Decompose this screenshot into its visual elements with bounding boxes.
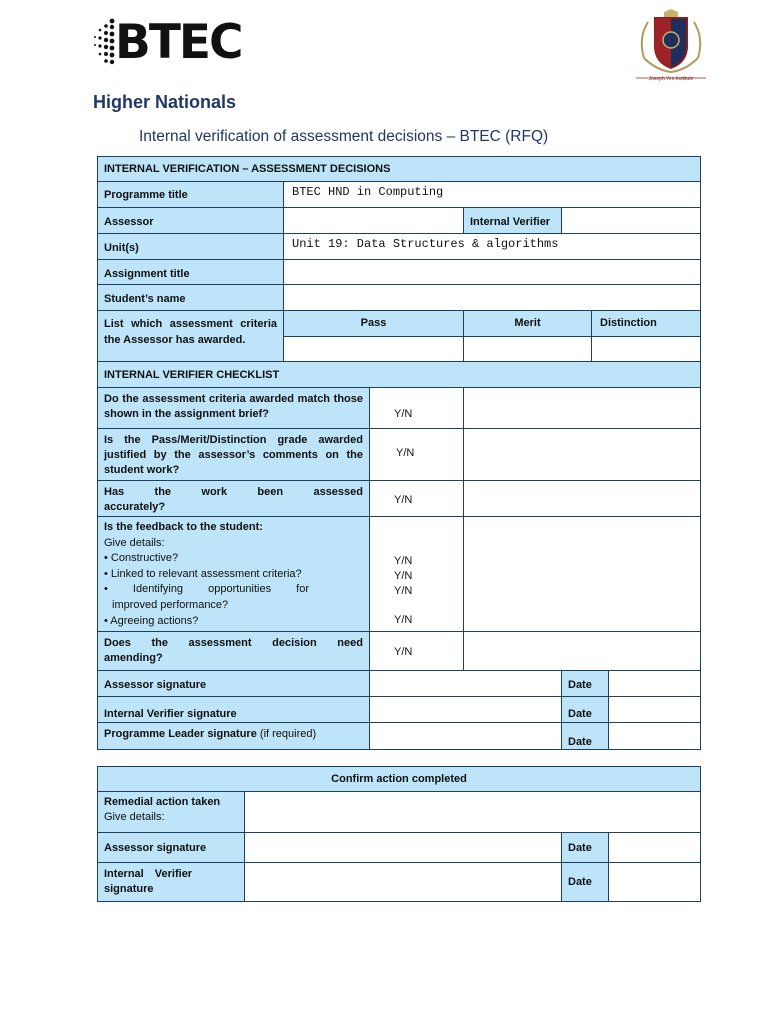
- programme-title-value[interactable]: BTEC HND in Computing: [283, 181, 701, 208]
- internal-verifier-label: Internal Verifier: [463, 207, 562, 234]
- remedial-label: [97, 791, 245, 833]
- checklist-q4: [97, 516, 370, 632]
- confirm-iv-label: [97, 862, 245, 902]
- student-name-field[interactable]: [283, 284, 701, 311]
- q4-bullet-linked: • Linked to relevant assessment criteria?: [104, 567, 302, 580]
- q2-yn-cell[interactable]: [369, 428, 464, 481]
- merit-header: Merit: [463, 310, 592, 337]
- assessor-signature-field[interactable]: [369, 670, 562, 697]
- pass-header: Pass: [283, 310, 464, 337]
- assessor-date-label: Date: [561, 670, 609, 697]
- pl-date-label: Date: [561, 722, 609, 750]
- assessor-date-field[interactable]: [608, 670, 701, 697]
- confirm-assessor-label: Assessor signature: [97, 832, 245, 863]
- criteria-label: List which assessment criteria the Assessor has awarded.: [97, 310, 284, 362]
- checklist-q3: Has the work been assessed accurately?: [97, 480, 370, 517]
- q5-yn-cell[interactable]: [369, 631, 464, 671]
- iv-date-field[interactable]: [608, 696, 701, 723]
- q4-yn-identifying: Y/N: [394, 585, 413, 597]
- confirm-iv-date-label: Date: [561, 862, 609, 902]
- q4-yn-agreeing: Y/N: [394, 614, 413, 626]
- internal-verifier-field[interactable]: [561, 207, 701, 234]
- units-label: Unit(s): [97, 233, 284, 260]
- q4-give-details: Give details:: [104, 536, 165, 549]
- assessor-label: Assessor: [97, 207, 284, 234]
- checklist-q5: Does the assessment decision need amending?: [97, 631, 370, 671]
- q3-yn: Y/N: [394, 494, 413, 506]
- merit-criteria-field[interactable]: [463, 336, 592, 362]
- iv-signature-label: Internal Verifier signature: [97, 696, 370, 723]
- checklist-q2: Is the Pass/Merit/Distinction grade awarded justified by the assessor’s comments on the student work?: [97, 428, 370, 481]
- iv-signature-field[interactable]: [369, 696, 562, 723]
- pl-signature-field[interactable]: [369, 722, 562, 750]
- q2-yn: Y/N: [396, 447, 415, 459]
- pl-date-field[interactable]: [608, 722, 701, 750]
- assignment-title-label: Assignment title: [97, 259, 284, 285]
- distinction-header: Distinction: [591, 310, 701, 337]
- assessor-field[interactable]: [283, 207, 464, 234]
- remedial-field[interactable]: [244, 791, 701, 833]
- q5-comment-field[interactable]: [463, 631, 701, 671]
- confirm-assessor-date-field[interactable]: [608, 832, 701, 863]
- page-title: Higher Nationals: [93, 92, 237, 112]
- remedial-give-details: Give details:: [104, 811, 165, 823]
- distinction-criteria-field[interactable]: [591, 336, 701, 362]
- confirm-iv-line1: Internal Verifier: [104, 868, 193, 880]
- checklist-q1: Do the assessment criteria awarded match those shown in the assignment brief?: [97, 387, 370, 429]
- q4-bullet-identifying: • Identifying opportunities for: [104, 583, 309, 596]
- confirm-iv-date-field[interactable]: [608, 862, 701, 902]
- q1-yn: Y/N: [394, 408, 413, 420]
- pl-signature-note: (if required): [259, 728, 317, 740]
- assignment-title-field[interactable]: [283, 259, 701, 285]
- confirm-assessor-field[interactable]: [244, 832, 562, 863]
- q4-yn-cell[interactable]: [369, 516, 464, 632]
- pass-criteria-field[interactable]: [283, 336, 464, 362]
- q1-yn-cell[interactable]: [369, 387, 464, 429]
- form-subtitle: Internal verification of assessment decisions – BTEC (RFQ): [139, 128, 549, 145]
- q4-yn-linked: Y/N: [394, 570, 413, 582]
- remedial-title: Remedial action taken: [104, 796, 221, 808]
- q1-comment-field[interactable]: [463, 387, 701, 429]
- pl-signature-text: Programme Leader signature: [104, 728, 257, 740]
- iv-date-label: Date: [561, 696, 609, 723]
- q3-yn-cell[interactable]: [369, 480, 464, 517]
- confirm-iv-field[interactable]: [244, 862, 562, 902]
- btec-logo-text: BTEC: [115, 15, 242, 70]
- student-name-label: Student’s name: [97, 284, 284, 311]
- q3-comment-field[interactable]: [463, 480, 701, 517]
- q4-bullet-agreeing: • Agreeing actions?: [104, 614, 199, 627]
- checklist-heading: INTERNAL VERIFIER CHECKLIST: [97, 361, 701, 388]
- programme-title-label: Programme title: [97, 181, 284, 208]
- q5-yn: Y/N: [394, 646, 413, 658]
- decisions-heading: INTERNAL VERIFICATION – ASSESSMENT DECISIONS: [97, 156, 701, 182]
- q4-title: Is the feedback to the student:: [104, 521, 263, 533]
- q2-comment-field[interactable]: [463, 428, 701, 481]
- pl-signature-label: [97, 722, 370, 750]
- q4-bullet-constructive: • Constructive?: [104, 552, 179, 565]
- confirm-iv-line2: signature: [104, 883, 154, 895]
- q4-comment-field[interactable]: [463, 516, 701, 632]
- institute-crest-icon: [636, 8, 706, 86]
- assessor-signature-label: Assessor signature: [97, 670, 370, 697]
- crest-caption: Joseph Yeo Institute: [648, 76, 694, 82]
- confirm-assessor-date-label: Date: [561, 832, 609, 863]
- units-value[interactable]: Unit 19: Data Structures & algorithms: [283, 233, 701, 260]
- q4-bullet-identifying-cont: improved performance?: [112, 598, 229, 611]
- confirm-heading: Confirm action completed: [97, 766, 701, 792]
- q4-yn-constructive: Y/N: [394, 555, 413, 567]
